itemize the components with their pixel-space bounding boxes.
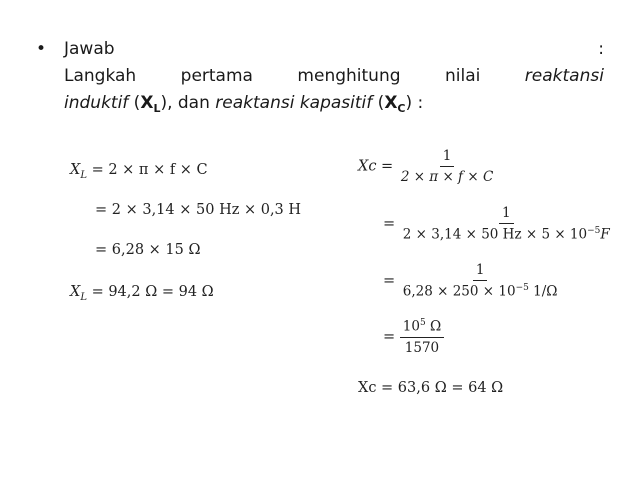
xc-eq-3: = [383, 328, 396, 345]
subscript-l: L [153, 102, 161, 115]
bullet-paragraph [36, 36, 604, 122]
word-3: menghitung [297, 66, 401, 86]
xl-formula [70, 162, 208, 181]
connector-text: ), dan [160, 93, 216, 113]
xc-num-3: 1 [473, 262, 488, 281]
paren-open-2: ( [372, 93, 385, 113]
xc-den-1: 2 × π × f × C [400, 169, 494, 185]
xc-den-2-exp: −5 [587, 226, 601, 236]
xl-step-1: = 2 × 3,14 × 50 Hz × 0,3 H [95, 202, 302, 218]
heading-colon: : [598, 39, 604, 59]
xc-den-3-b: 1/Ω [528, 283, 558, 300]
xl-var: X [70, 162, 81, 178]
xc-formula [358, 148, 496, 185]
heading-text: Jawab [64, 39, 115, 59]
word-5: reaktansi [524, 66, 604, 86]
subscript-c: C [397, 102, 406, 115]
xc-den-2-b: F [600, 226, 610, 243]
word-1: Langkah [64, 66, 137, 86]
xc-den-2-a: 2 × 3,14 × 50 Hz × 5 × 10 [402, 226, 588, 243]
symbol-xl [140, 93, 160, 113]
italic-kapasitif: reaktansi kapasitif [215, 93, 373, 113]
xc-fraction-3 [400, 262, 561, 300]
xc-fraction-1 [398, 148, 496, 185]
xc-num-4-b: Ω [425, 318, 442, 335]
xl-step-2: = 6,28 × 15 Ω [95, 242, 201, 258]
symbol-x2: X [384, 93, 398, 113]
xc-result: Xc = 63,6 Ω = 64 Ω [358, 380, 504, 396]
xc-fraction-2 [400, 205, 613, 243]
symbol-x1: X [140, 93, 154, 113]
xl-result-var: X [70, 284, 81, 300]
xc-num-4-a: 10 [402, 318, 420, 335]
xl-result [70, 284, 214, 303]
xc-den-4: 1570 [404, 339, 440, 356]
heading-group [36, 36, 115, 63]
word-4: nilai [444, 66, 481, 86]
xc-eq-1: = [383, 215, 396, 232]
xc-num-1: 1 [440, 148, 455, 167]
xc-step-2 [383, 262, 560, 300]
xc-den-3-a: 6,28 × 250 × 10 [402, 283, 516, 300]
xc-lhs: Xc = [358, 158, 394, 175]
xc-den-3-exp: −5 [515, 283, 529, 293]
paren-close-colon: ) : [405, 93, 424, 113]
bullet-line-2 [36, 63, 604, 90]
xc-num-2: 1 [499, 205, 514, 224]
xc-den-3 [400, 281, 561, 300]
italic-induktif: induktif [64, 93, 129, 113]
bullet-line-1 [36, 36, 604, 63]
xc-step-1 [383, 205, 613, 243]
xl-result-sub: L [80, 291, 87, 303]
bullet-marker: • [36, 39, 47, 59]
xl-rhs: = 2 × π × f × C [86, 162, 208, 178]
xc-step-3 [383, 318, 444, 356]
xc-num-4-exp: 5 [419, 318, 426, 328]
xc-fraction-4 [400, 318, 444, 356]
symbol-xc [384, 93, 405, 113]
xl-result-rhs: = 94,2 Ω = 94 Ω [86, 284, 214, 300]
paren-open-1: ( [128, 93, 141, 113]
xl-sub: L [80, 169, 87, 181]
word-2: pertama [180, 66, 253, 86]
bullet-line-3 [36, 90, 604, 122]
xc-num-4 [400, 318, 444, 338]
xc-den-2 [400, 224, 613, 243]
xc-eq-2: = [383, 272, 396, 289]
